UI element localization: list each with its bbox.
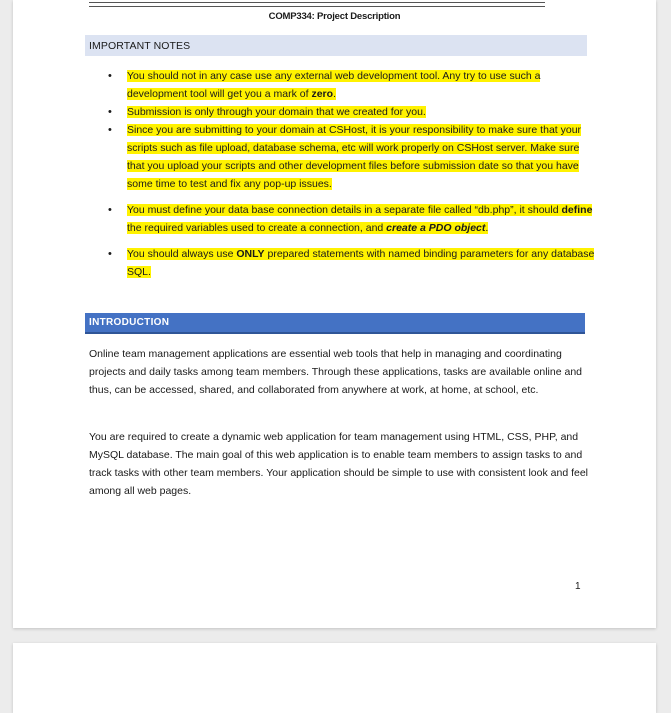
bullet-icon: • bbox=[108, 70, 112, 82]
introduction-paragraph-2: You are required to create a dynamic web application for team management using HTML, CSS, PHP, and MySQL database. The main goal of this web application is to enable team members to assign tasks to and track tasks with other team members. Your application should be simple to use with consistent look and feel among all web pages. bbox=[89, 431, 589, 497]
next-document-page bbox=[13, 643, 656, 713]
bullet-icon: • bbox=[108, 204, 112, 216]
introduction-heading-bar bbox=[85, 313, 585, 334]
list-item: • You must define your data base connection details in a separate file called “db.php”, it should define the required variables used to create a connection, and create a PDO object. bbox=[107, 201, 597, 237]
important-notes-heading: IMPORTANT NOTES bbox=[89, 40, 191, 52]
page-header-title: COMP334: Project Description bbox=[268, 11, 401, 22]
bullet-icon: • bbox=[108, 248, 112, 260]
list-item: • Submission is only through your domain that we created for you. bbox=[107, 103, 597, 121]
page-number: 1 bbox=[575, 581, 581, 592]
introduction-paragraph-1: Online team management applications are essential web tools that help in managing and coordinating projects and daily tasks among team members. Through these applications, tasks are available online and thus, can be accessed, shared, and collaborated from anywhere at work, at home, at school, etc. bbox=[89, 348, 582, 396]
bullet-icon: • bbox=[108, 124, 112, 136]
list-item: • Since you are submitting to your domain at CSHost, it is your responsibility to make sure that your scripts such as file upload, database schema, etc will work properly on CSHost server. Make sure that you upload your scripts and other development files before submission date so that you have some time to test and fix any pop-up issues. bbox=[107, 121, 597, 193]
document-page bbox=[13, 0, 656, 628]
header-rule bbox=[89, 2, 545, 7]
important-notes-list bbox=[107, 67, 597, 281]
list-item: • You should always use ONLY prepared statements with named binding parameters for any database SQL. bbox=[107, 245, 597, 281]
important-notes-heading-bar bbox=[85, 35, 587, 56]
introduction-heading: INTRODUCTION bbox=[89, 317, 170, 328]
list-item: • You should not in any case use any external web development tool. Any try to use such a development tool will get you a mark of zero. bbox=[107, 67, 597, 103]
bullet-icon: • bbox=[108, 106, 112, 118]
